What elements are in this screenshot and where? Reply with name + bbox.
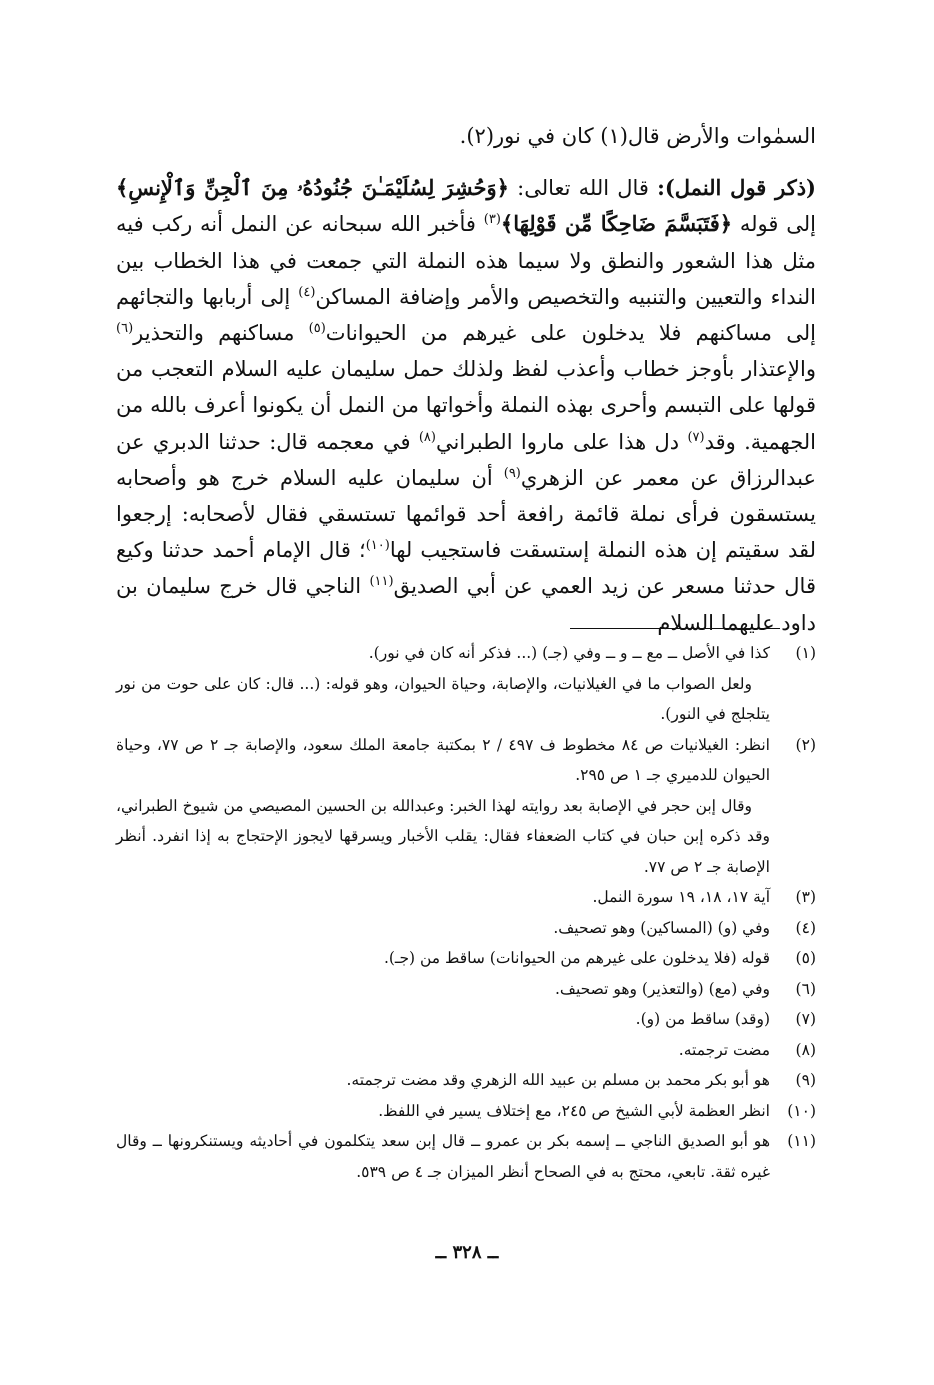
footnote-number: (٧): [795, 1010, 816, 1028]
footnotes: [116, 638, 816, 1187]
main-text: [116, 118, 816, 641]
footnote-text: ولعل الصواب ما في الغيلانيات، والإصابة، وحياة الحيوان، وهو قوله: (... قال: كان على حوت من نور يتلجلج في النور).: [116, 674, 770, 723]
footnote-marker: (١١): [369, 574, 394, 590]
footnote-marker: (١٠): [365, 538, 390, 554]
footnote-marker: (٣): [483, 212, 501, 228]
footnote-item: [116, 1126, 816, 1187]
footnote-text: كذا في الأصل ــ مع ــ و ــ وفي (جـ) (... فذكر أنه كان في نور).: [368, 644, 770, 662]
footnote-text: آية ١٧، ١٨، ١٩ سورة النمل.: [592, 888, 770, 906]
footnote-number: (٥): [795, 949, 816, 967]
quran-verse: ﴿وَحُشِرَ لِسُلَيْمَـٰنَ جُنُودُهُۥ مِنَ ٱلْجِنِّ وَٱلْإِنسِ﴾: [116, 175, 509, 201]
footnote-text: وقال إبن حجر في الإصابة بعد روايته لهذا الخبر: وعبدالله بن الحسين المصيصي من شيوخ الطبراني، وقد ذكره إبن حبان في كتاب الضعفاء فقال: يقلب الأخبار ويسرقها لايجوز الإحتجاج به إذا انفرد. أنظر الإصابة جـ ٢ ص ٧٧.: [116, 796, 770, 876]
opening-line: السمٰوات والأرض قال(١) كان في نور(٢).: [459, 124, 816, 148]
footnote-item: [116, 974, 816, 1005]
footnote-text: هو أبو الصديق الناجي ــ إسمه بكر بن عمرو ــ قال إبن سعد يتكلمون في أحاديثه ويستنكرونها ــ وقال غيره ثقة. تابعي، محتج به في الصحاح أنظر الميزان جـ ٤ ص ٥٣٩.: [116, 1132, 770, 1181]
footnote-text: مضت ترجمته.: [678, 1040, 770, 1059]
footnote-item: [116, 1035, 816, 1066]
footnote-marker: (٥): [308, 321, 326, 337]
footnote-marker: (٧): [687, 429, 705, 445]
footnote-marker: (٨): [418, 429, 436, 445]
footnote-text: وفي (مع) (والتعذير) وهو تصحيف.: [554, 979, 770, 998]
footnote-item: [116, 730, 816, 883]
footnote-number: (٦): [795, 979, 816, 998]
page-number: ــ ٣٢٨ ــ: [435, 1242, 499, 1263]
footnote-marker: (٤): [298, 284, 316, 300]
section-heading: (ذكر قول النمل):: [657, 175, 816, 201]
quran-verse: ﴿فَتَبَسَّمَ ضَاحِكًا مِّن قَوْلِهَا﴾: [500, 211, 733, 237]
footnote-number: (١٠): [787, 1101, 816, 1120]
footnote-divider: [570, 628, 780, 629]
footnote-marker: (٦): [116, 321, 134, 337]
footnote-item: [116, 943, 816, 974]
footnote-marker: (٩): [503, 465, 521, 481]
footnote-number: (٤): [795, 918, 816, 937]
footnote-text: قوله (فلا يدخلون على غيرهم من الحيوانات) ساقط من (جـ).: [383, 949, 770, 967]
footnote-item: [116, 882, 816, 913]
footnote-text: وفي (و) (المساكين) وهو تصحيف.: [553, 918, 770, 937]
footnote-text: هو أبو بكر محمد بن مسلم بن عبيد الله الزهري وقد مضت ترجمته.: [346, 1071, 770, 1089]
footnote-number: (٨): [795, 1040, 816, 1059]
footnote-text: (وقد) ساقط من (و).: [635, 1010, 770, 1028]
footnote-item: [116, 1065, 816, 1096]
footnote-item: [116, 638, 816, 730]
footnote-item: [116, 1096, 816, 1127]
footnote-item: [116, 1004, 816, 1035]
main-paragraph: (ذكر قول النمل): قال الله تعالى: ﴿وَحُشِرَ لِسُلَيْمَـٰنَ جُنُودُهُۥ مِنَ ٱلْجِنِّ وَٱلْإِنسِ﴾ إلى قوله ﴿فَتَبَسَّمَ ضَاحِكًا مِّن قَوْلِهَا﴾$^{(٣)}$ فأخبر الله سبحانه عن النمل أنه ركب فيه مثل هذا الشعور والنطق ولا سيما هذه النملة التي جمعت في هذا الخطاب بين النداء والتعيين والتنبيه والتخصيص والأمر وإضافة المساكن$^{(٤)}$ إلى أربابها والتجائهم إلى مساكنهم فلا يدخلون على غيرهم من الحيوانات$^{(٥)}$ مساكنهم والتحذير$^{(٦)}$ والإعتذار بأوجز خطاب وأعذب لفظ ولذلك حمل سليمان عليه السلام التعجب من قولها على التبسم وأحرى بهذه النملة وأخواتها من النمل أن يكونوا أعرف بالله من الجهمية. وقد$^{(٧)}$ دل هذا على ماروا الطبراني$^{(٨)}$ في معجمه قال: حدثنا الدبري عن عبدالرزاق عن معمر عن الزهري$^{(٩)}$ أن سليمان عليه السلام خرج هو وأصحابه يستسقون فرأى نملة قائمة رافعة أحد قوائمها تستسقي فقال لأصحابه: إرجعوا لقد سقيتم إن هذه النملة إستسقت فاستجيب لها$^{(١٠)}$؛ قال الإمام أحمد حدثنا وكيع قال حدثنا مسعر عن زيد العمي عن أبي الصديق$^{(١١)}$ الناجي قال خرج سليمان بن داود عليهما السلام: [116, 175, 816, 635]
footnote-item: [116, 913, 816, 944]
footnote-number: (٢): [795, 735, 816, 754]
footnote-number: (٣): [795, 888, 816, 906]
footnote-text: انظر: الغيلانيات ص ٨٤ مخطوط ف ٤٩٧ / ٢ بمكتبة جامعة الملك سعود، والإصابة جـ ٢ ص ٧٧، وحياة الحيوان للدميري جـ ١ ص ٢٩٥.: [116, 735, 770, 784]
footnote-number: (١): [795, 644, 816, 662]
footnote-number: (٩): [795, 1071, 816, 1089]
footnote-text: انظر العظمة لأبي الشيخ ص ٢٤٥، مع إختلاف يسير في اللفظ.: [378, 1101, 770, 1120]
footnote-number: (١١): [787, 1132, 816, 1150]
